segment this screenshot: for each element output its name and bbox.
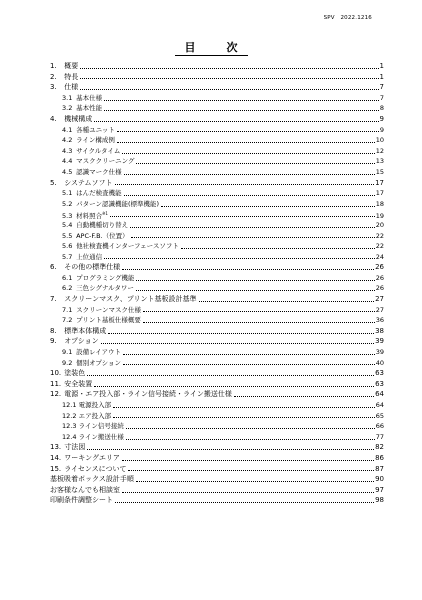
toc-entry-label (50, 294, 197, 305)
toc-entry-label (62, 167, 122, 178)
toc-entry-number: 5.7 (62, 252, 73, 261)
toc-leader-dots (94, 386, 374, 387)
toc-entry-label (62, 199, 159, 210)
toc-entry-page: 8 (379, 104, 384, 113)
toc-entry-page: 36 (375, 316, 384, 325)
toc-leader-dots (130, 227, 375, 228)
toc-entry-text: 自動機種切り替え (76, 220, 129, 229)
toc-leader-dots (136, 280, 374, 281)
toc-entry-number: 7.1 (62, 305, 73, 314)
toc-entry[interactable] (50, 495, 384, 506)
toc-entry-page: 27 (375, 295, 384, 304)
toc-entry-number: 8. (50, 326, 57, 335)
toc-entry[interactable] (50, 273, 384, 284)
toc-entry-number: 4.4 (62, 157, 73, 166)
toc-entry-text: 基板吸着ボックス設計手順 (50, 475, 134, 484)
toc-entry-number: 5. (50, 178, 57, 187)
document-header-id: SPV 2022.1216 (323, 15, 372, 21)
toc-entry[interactable] (50, 114, 384, 125)
toc-entry-label (62, 305, 141, 316)
toc-leader-dots (108, 333, 374, 334)
toc-entry-label (62, 220, 128, 231)
toc-leader-dots (199, 301, 375, 302)
toc-leader-dots (136, 163, 374, 164)
toc-entry[interactable] (50, 464, 384, 475)
toc-entry[interactable] (50, 347, 384, 358)
toc-entry[interactable] (50, 125, 384, 136)
toc-entry[interactable] (50, 178, 384, 189)
toc-entry-page: 66 (375, 422, 384, 431)
toc-entry-label (50, 485, 120, 496)
toc-entry-text: 三色シグナルタワー (76, 284, 134, 293)
toc-entry[interactable] (50, 103, 384, 114)
toc-leader-dots (126, 439, 375, 440)
toc-entry-page: 86 (375, 453, 384, 462)
toc-entry-label (50, 178, 113, 189)
toc-entry-number: 5.6 (62, 242, 73, 251)
toc-leader-dots (115, 502, 374, 503)
toc-entry-text: 電源・エア投入部・ライン信号接続・ライン搬送仕様 (64, 390, 232, 399)
toc-entry-label (62, 273, 134, 284)
toc-entry-text: 設備レイアウト (76, 348, 122, 357)
toc-entry[interactable] (50, 411, 384, 422)
toc-entry-number: 3.1 (62, 93, 73, 102)
toc-entry-number: 5.4 (62, 220, 73, 229)
toc-entry-page: 26 (375, 284, 384, 293)
toc-entry-page: 26 (375, 273, 384, 282)
toc-entry-number: 9.2 (62, 358, 73, 367)
toc-entry[interactable] (50, 231, 384, 242)
toc-entry[interactable] (50, 72, 384, 83)
toc-entry-number: 9.1 (62, 348, 73, 357)
toc-entry-page: 63 (375, 379, 384, 388)
toc-entry-page: 82 (375, 443, 384, 452)
toc-entry-text: 他社検査機インターフェースソフト (76, 242, 179, 251)
toc-entry-text: 個別オプション (76, 358, 121, 367)
toc-entry-label (50, 114, 92, 125)
toc-entry-page: 26 (375, 263, 384, 272)
toc-entry[interactable] (50, 82, 384, 93)
toc-entry-number: 12.1 (62, 401, 77, 409)
toc-entry-label (62, 400, 111, 411)
toc-entry-page: 9 (379, 114, 384, 123)
toc-leader-dots (136, 481, 374, 482)
toc-leader-dots (123, 364, 375, 365)
toc-entry-text: マスククリーニング (76, 157, 135, 166)
toc-entry-number: 13. (50, 443, 62, 452)
toc-entry-footnote-mark: ※1 (102, 211, 108, 217)
toc-entry-text: 基本性能 (76, 104, 103, 113)
toc-entry[interactable] (50, 167, 384, 178)
toc-entry-label (62, 358, 121, 369)
toc-leader-dots (128, 470, 374, 471)
toc-entry[interactable] (50, 283, 384, 294)
toc-entry-number: 5.5 (62, 231, 73, 240)
toc-entry-number: 1. (50, 62, 57, 70)
toc-entry-label (50, 453, 120, 464)
toc-entry-label (50, 326, 106, 337)
toc-entry-page: 87 (375, 464, 384, 473)
page-title (0, 39, 422, 55)
toc-entry-label (62, 125, 115, 136)
toc-leader-dots (124, 195, 375, 196)
toc-entry-number: 12.3 (62, 422, 77, 431)
toc-entry-page: 27 (375, 305, 384, 314)
toc-entry-label (50, 72, 78, 83)
toc-leader-dots (123, 354, 375, 355)
toc-entry-page: 38 (375, 326, 384, 335)
toc-entry-page: 64 (375, 401, 384, 409)
toc-entry-label (50, 368, 85, 379)
toc-entry[interactable] (50, 326, 384, 337)
toc-entry-number: 4.2 (62, 136, 73, 145)
toc-entry-page: 97 (375, 485, 384, 494)
toc-entry-page: 40 (375, 358, 384, 367)
toc-entry[interactable] (50, 199, 384, 210)
toc-entry-label (50, 262, 120, 273)
toc-entry-text: ライン構成例 (76, 136, 115, 145)
toc-entry-label (62, 146, 120, 157)
toc-leader-dots (136, 290, 375, 291)
toc-leader-dots (131, 237, 375, 238)
toc-entry-text: エア投入部 (78, 411, 112, 420)
toc-entry[interactable] (50, 135, 384, 146)
toc-leader-dots (104, 110, 379, 111)
toc-leader-dots (181, 248, 375, 249)
toc-entry-text: 標準本体構成 (64, 326, 107, 335)
toc-entry[interactable] (50, 146, 384, 157)
toc-entry-number: 12.4 (62, 432, 77, 441)
toc-entry-number: 5.3 (62, 212, 73, 221)
toc-entry-label (50, 474, 134, 485)
table-of-contents (50, 61, 384, 506)
toc-entry-text: システムソフト (64, 178, 113, 187)
toc-entry-label (50, 495, 113, 506)
toc-entry-text: 機械構成 (64, 114, 93, 123)
toc-entry[interactable] (50, 61, 384, 72)
toc-entry-text: ライン信号接続 (78, 422, 124, 431)
toc-entry-page: 9 (379, 125, 384, 134)
toc-entry-number: 7.2 (62, 316, 73, 325)
toc-entry-page: 63 (375, 369, 384, 378)
toc-entry-label (62, 411, 111, 422)
toc-entry-number: 3. (50, 83, 57, 92)
toc-entry-text: APC-F.B.（位置） (76, 231, 129, 240)
toc-entry-label (62, 421, 124, 432)
toc-entry[interactable] (50, 305, 384, 316)
toc-entry[interactable] (50, 209, 384, 220)
toc-entry[interactable] (50, 241, 384, 252)
toc-leader-dots (161, 206, 375, 207)
toc-entry[interactable] (50, 252, 384, 263)
toc-leader-dots (122, 153, 374, 154)
toc-leader-dots (104, 100, 379, 101)
toc-entry-number: 3.2 (62, 104, 73, 113)
toc-leader-dots (87, 375, 374, 376)
toc-entry-page: 39 (375, 337, 384, 346)
toc-entry[interactable] (50, 93, 384, 104)
toc-entry-label (62, 283, 134, 294)
toc-entry-text: 概要 (64, 62, 79, 70)
toc-entry-page: 98 (375, 496, 384, 505)
toc-entry-text: 塗装色 (64, 369, 86, 378)
toc-entry-text: スクリーンマスク、プリント基板設計基準 (64, 295, 197, 304)
toc-leader-dots (80, 68, 378, 69)
toc-entry-label (62, 315, 141, 326)
page-title-text: 目 次 (175, 41, 248, 56)
toc-entry-number: 9. (50, 337, 57, 346)
toc-leader-dots (122, 269, 374, 270)
toc-entry-label (50, 464, 126, 475)
toc-entry-number: 6. (50, 263, 57, 272)
toc-entry-text: 電源投入部 (78, 401, 112, 409)
toc-entry-page: 64 (375, 390, 384, 399)
toc-entry-page: 39 (375, 348, 384, 357)
toc-leader-dots (126, 428, 375, 429)
toc-entry-text: 材料照合 (76, 212, 103, 221)
toc-entry-page: 65 (375, 411, 384, 420)
toc-entry-label (62, 241, 179, 252)
toc-entry[interactable] (50, 156, 384, 167)
toc-entry-number: 10. (50, 369, 62, 378)
toc-entry-label (62, 156, 134, 167)
toc-entry-text: 各種ユニット (76, 125, 115, 134)
toc-leader-dots (234, 396, 374, 397)
toc-entry[interactable] (50, 315, 384, 326)
toc-entry-text: 安全装置 (64, 379, 93, 388)
toc-entry-label (62, 103, 102, 114)
toc-entry-text: プリント基板仕様概要 (76, 316, 141, 325)
toc-entry-label (50, 442, 85, 453)
toc-leader-dots (143, 322, 375, 323)
toc-entry[interactable] (50, 421, 384, 432)
toc-entry-text: 特長 (64, 72, 79, 81)
toc-leader-dots (87, 449, 374, 450)
toc-entry-page: 13 (375, 157, 384, 166)
toc-entry-number: 4.5 (62, 167, 73, 176)
toc-entry-text: 仕様 (64, 83, 79, 92)
toc-entry-text: サイクルタイム (76, 146, 121, 155)
toc-entry-page: 18 (375, 199, 384, 208)
toc-entry-page: 19 (375, 212, 384, 221)
toc-leader-dots (113, 417, 375, 418)
toc-entry[interactable] (50, 485, 384, 496)
toc-entry[interactable] (50, 368, 384, 379)
toc-entry-label (50, 389, 232, 400)
toc-entry-number: 4.3 (62, 146, 73, 155)
toc-entry-text: その他の標準仕様 (64, 263, 121, 272)
toc-entry-text: ワーキングエリア (64, 453, 120, 462)
toc-entry-page: 7 (379, 83, 384, 92)
toc-entry-page: 22 (375, 231, 384, 240)
toc-entry[interactable] (50, 442, 384, 453)
toc-entry-number: 14. (50, 453, 62, 462)
toc-entry-text: 印刷条件調整シート (50, 496, 113, 505)
toc-entry-label (62, 188, 122, 199)
toc-entry-number: 5.1 (62, 189, 73, 198)
toc-entry[interactable] (50, 400, 384, 411)
toc-entry[interactable] (50, 389, 384, 400)
toc-entry-page: 22 (375, 242, 384, 251)
toc-leader-dots (113, 407, 375, 408)
toc-entry-label (62, 135, 115, 146)
toc-entry-page: 17 (375, 189, 384, 198)
toc-entry[interactable] (50, 188, 384, 199)
toc-entry-label (50, 336, 99, 347)
toc-entry-label (62, 93, 102, 104)
toc-entry-label (62, 347, 121, 358)
toc-entry-text: スクリーンマスク仕様 (76, 305, 141, 314)
toc-entry[interactable] (50, 379, 384, 390)
toc-entry[interactable] (50, 432, 384, 443)
toc-entry-text: ライセンスについて (64, 464, 127, 473)
toc-entry-page: 7 (379, 93, 384, 102)
toc-entry-label (62, 231, 129, 242)
toc-entry-page: 1 (379, 72, 384, 81)
toc-leader-dots (117, 131, 379, 132)
toc-leader-dots (80, 78, 378, 79)
toc-entry-text: パターン認識機能(標準機能) (76, 199, 160, 208)
toc-entry-text: プログラミング機能 (76, 273, 135, 282)
toc-leader-dots (80, 89, 378, 90)
toc-entry-text: 認識マーク仕様 (76, 167, 122, 176)
toc-entry-label (50, 61, 78, 72)
toc-entry-page: 15 (375, 167, 384, 176)
toc-entry-label (62, 252, 102, 263)
toc-entry-number: 6.2 (62, 284, 73, 293)
toc-entry-text: お客様なんでも相談室 (50, 485, 120, 494)
toc-entry-page: 10 (375, 136, 384, 145)
toc-entry-number: 4.1 (62, 125, 73, 134)
toc-entry-page: 77 (375, 432, 384, 441)
toc-entry-page: 1 (379, 62, 384, 70)
toc-entry-page: 20 (375, 220, 384, 229)
toc-entry[interactable] (50, 294, 384, 305)
toc-entry-number: 4. (50, 114, 57, 123)
toc-entry-text: 寸法図 (64, 443, 86, 452)
toc-entry-number: 12.2 (62, 411, 77, 420)
toc-entry[interactable] (50, 336, 384, 347)
toc-entry-page: 12 (375, 146, 384, 155)
toc-leader-dots (115, 184, 375, 185)
toc-entry-text: 上位通信 (76, 252, 103, 261)
toc-entry-number: 2. (50, 72, 57, 81)
toc-entry-label (50, 379, 92, 390)
toc-entry-number: 15. (50, 464, 62, 473)
toc-entry-text: オプション (64, 337, 99, 346)
toc-entry-number: 12. (50, 390, 62, 399)
toc-leader-dots (122, 460, 374, 461)
toc-leader-dots (143, 311, 375, 312)
toc-entry-text: 基本仕様 (76, 93, 103, 102)
toc-leader-dots (122, 492, 374, 493)
toc-entry-number: 7. (50, 295, 57, 304)
toc-entry-number: 6.1 (62, 273, 73, 282)
toc-entry[interactable] (50, 474, 384, 485)
toc-leader-dots (101, 343, 374, 344)
toc-entry[interactable] (50, 262, 384, 273)
toc-entry-text: はんだ検査機能 (76, 189, 122, 198)
toc-entry[interactable] (50, 358, 384, 369)
toc-leader-dots (124, 174, 375, 175)
toc-leader-dots (104, 258, 375, 259)
toc-entry[interactable] (50, 220, 384, 231)
toc-entry-page: 17 (375, 178, 384, 187)
toc-entry-text: ライン搬送仕様 (78, 432, 124, 441)
toc-entry-label (50, 82, 78, 93)
toc-leader-dots (94, 121, 378, 122)
toc-entry-label (62, 432, 124, 443)
toc-entry[interactable] (50, 453, 384, 464)
toc-entry-number: 11. (50, 379, 62, 388)
toc-leader-dots (117, 142, 375, 143)
toc-leader-dots (110, 216, 375, 217)
toc-entry-number: 5.2 (62, 199, 73, 208)
toc-entry-page: 90 (375, 475, 384, 484)
toc-entry-page: 24 (375, 252, 384, 261)
